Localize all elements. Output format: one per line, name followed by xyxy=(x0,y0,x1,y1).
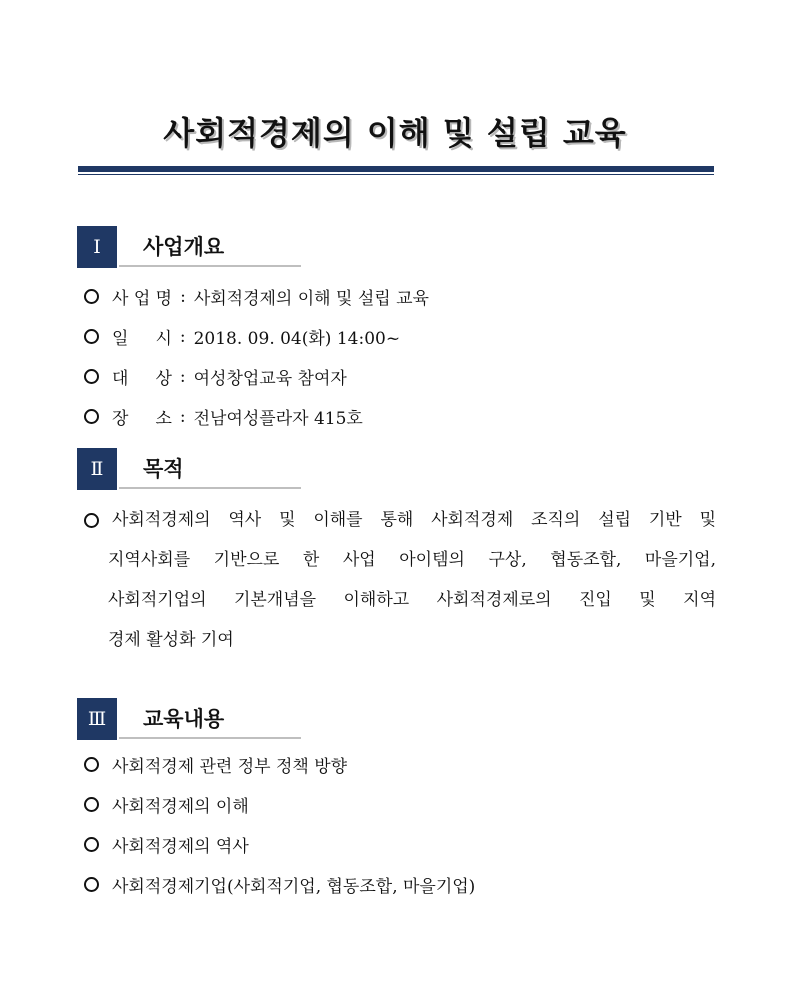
purpose-line: 경제 활성화 기여 xyxy=(108,630,234,650)
circle-bullet-icon xyxy=(84,757,99,772)
section-1-number: Ⅰ xyxy=(77,226,117,268)
colon: : xyxy=(179,366,186,387)
overview-value: 사회적경제의 이해 및 설립 교육 xyxy=(193,289,429,309)
overview-label: 사 업 명 xyxy=(112,289,173,309)
section-2-number: Ⅱ xyxy=(77,448,117,490)
overview-value: 전남여성플라자 415호 xyxy=(193,409,363,429)
content-item: 사회적경제의 이해 xyxy=(84,792,249,817)
circle-bullet-icon xyxy=(84,329,99,344)
content-item: 사회적경제기업(사회적기업, 협동조합, 마을기업) xyxy=(84,872,475,897)
colon: : xyxy=(179,326,186,347)
section-3-underline xyxy=(119,737,301,739)
overview-label: 일 시 xyxy=(112,329,172,349)
overview-label: 대 상 xyxy=(112,369,172,389)
content-item: 사회적경제 관련 정부 정책 방향 xyxy=(84,752,347,777)
circle-bullet-icon xyxy=(84,837,99,852)
section-2-title: 목적 xyxy=(143,457,184,481)
section-3-title: 교육내용 xyxy=(143,707,225,731)
content-item: 사회적경제의 역사 xyxy=(84,832,249,857)
overview-label: 장 소 xyxy=(112,409,172,429)
purpose-line: 지역사회를 기반으로 한 사업 아이템의 구상, 협동조합, 마을기업, xyxy=(108,550,716,570)
purpose-line: 사회적기업의 기본개념을 이해하고 사회적경제로의 진입 및 지역 xyxy=(108,590,716,610)
colon: : xyxy=(179,406,186,427)
overview-item-date xyxy=(84,324,400,349)
section-1-underline xyxy=(119,265,301,267)
section-2-underline xyxy=(119,487,301,489)
circle-bullet-icon xyxy=(84,369,99,384)
circle-bullet-icon xyxy=(84,513,99,528)
circle-bullet-icon xyxy=(84,797,99,812)
colon: : xyxy=(180,286,186,307)
overview-item-place xyxy=(84,404,363,429)
purpose-paragraph xyxy=(84,500,716,660)
overview-value: 여성창업교육 참여자 xyxy=(193,369,347,389)
section-3-number: Ⅲ xyxy=(77,698,117,740)
purpose-line: 사회적경제의 역사 및 이해를 통해 사회적경제 조직의 설립 기반 및 xyxy=(84,500,716,540)
circle-bullet-icon xyxy=(84,409,99,424)
title-rule-thin xyxy=(78,174,714,175)
title-rule-thick xyxy=(78,166,714,172)
overview-item-target xyxy=(84,364,347,389)
document-title: 사회적경제의 이해 및 설립 교육 xyxy=(163,114,627,152)
section-1-title: 사업개요 xyxy=(143,235,225,259)
overview-value: 2018. 09. 04(화) 14:00~ xyxy=(193,329,401,349)
circle-bullet-icon xyxy=(84,877,99,892)
circle-bullet-icon xyxy=(84,289,99,304)
overview-item-name xyxy=(84,284,429,309)
